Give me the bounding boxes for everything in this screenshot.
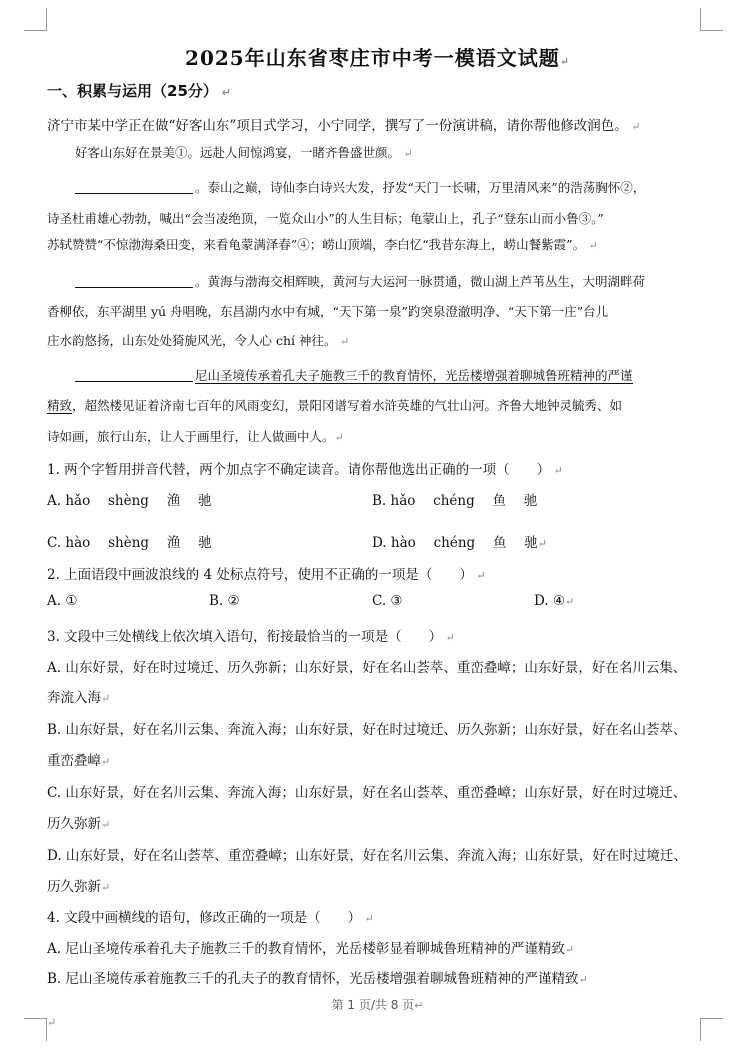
page-title: 2025年山东省枣庄市中考一模语文试题↵ (185, 46, 570, 70)
passage-line-10: 诗如画，旅行山东，让人于画里行，让人做画中人。↵ (47, 429, 344, 444)
q2-option-c: C. ③ (372, 593, 403, 609)
q3-option-b-line-1: B. 山东好景，好在名川云集、奔流入海；山东好景，好在时过境迁、历久弥新；山东好景，好在名山荟萃、 (47, 722, 687, 738)
passage-line-5: 。黄海与渤海交相辉映，黄河与大运河一脉贯通，微山湖上芦苇丛生，大明湖畔荷 (75, 272, 645, 290)
question-3-stem: 3. 文段中三处横线上依次填入语句，衔接最恰当的一项是（ ） ↵ (47, 629, 455, 645)
passage-line-6: 香柳依，东平湖里 yú 舟唱晚，东昌湖内水中有城，“天下第一泉”趵突泉澄澈明净、“天下第一庄”台儿 (47, 304, 609, 319)
passage-line-8: 尼山圣境传承着孔夫子施教三千的教育情怀，光岳楼增强着聊城鲁班精神的严谨 (75, 366, 633, 384)
fill-blank-1 (75, 179, 193, 194)
q3-option-a-line-1: A. 山东好景，好在时过境迁、历久弥新；山东好景，好在名山荟萃、重峦叠嶂；山东好景，好在名川云集、 (47, 660, 687, 676)
section-heading: 一、积累与运用（25分） ↵ (47, 82, 231, 100)
page-footer: 第 1 页/共 8 页↵ (331, 998, 424, 1012)
fill-blank-3 (75, 367, 193, 382)
question-2-stem: 2. 上面语段中画波浪线的 4 处标点符号，使用不正确的一项是（ ） ↵ (47, 567, 486, 583)
q1-option-d: D. hào chéng 鱼 驰↵ (372, 535, 547, 551)
question-4-stem: 4. 文段中画横线的语句，修改正确的一项是（ ） ↵ (47, 910, 374, 926)
q4-option-b: B. 尼山圣境传承着施教三千的孔夫子的教育情怀，光岳楼增强着聊城鲁班精神的严谨精致↵ (47, 971, 588, 987)
crop-mark-top-right (700, 8, 723, 31)
passage-line-2: 。泰山之巅，诗仙李白诗兴大发，抒发“天门一长啸，万里清风来”的浩荡胸怀②， (75, 178, 645, 196)
q3-option-b-line-2: 重峦叠嶂↵ (47, 753, 111, 769)
q1-option-a: A. hǎo shèng 渔 驰 (47, 493, 212, 509)
passage-line-1: 好客山东好在景美①。远赴人间惊鸿宴，一睹齐鲁盛世颜。 ↵ (75, 145, 413, 160)
paragraph-mark: ↵ (47, 1016, 57, 1029)
intro-paragraph: 济宁市某中学正在做“好客山东”项目式学习，小宁同学，撰写了一份演讲稿，请你帮他修改润色。 ↵ (47, 118, 641, 134)
q3-option-c-line-1: C. 山东好景，好在名川云集、奔流入海；山东好景，好在名山荟萃、重峦叠嶂；山东好景，好在时过境迁、 (47, 785, 687, 801)
q2-option-a: A. ① (47, 593, 78, 609)
q3-option-a-line-2: 奔流入海↵ (47, 690, 111, 706)
fill-blank-2 (75, 273, 193, 288)
passage-line-4: 苏轼赞赞“不惊渤海桑田变，来看龟蒙满泽春”④；崂山顶端，李白忆“我昔东海上，崂山餐紫霞”。 ↵ (47, 237, 598, 252)
crop-mark-bottom-left (24, 1018, 47, 1041)
passage-line-7: 庄水韵悠扬，山东处处猗旎风光，令人心 chí 神往。 ↵ (47, 333, 350, 348)
passage-line-3: 诗圣杜甫雄心勃勃，喊出“会当凌绝顶，一览众山小”的人生目标；龟蒙山上，孔子“登东山而小鲁③。” (47, 211, 604, 226)
question-1-stem: 1. 两个字暂用拼音代替，两个加点字不确定读音。请你帮他选出正确的一项（ ） ↵ (47, 462, 563, 478)
crop-mark-top-left (24, 8, 47, 31)
q3-option-c-line-2: 历久弥新↵ (47, 816, 111, 832)
q1-option-b: B. hǎo chéng 鱼 驰 (372, 493, 538, 509)
q1-option-c: C. hào shèng 渔 驰 (47, 535, 212, 551)
q2-option-d: D. ④↵ (534, 593, 575, 609)
q2-option-b: B. ② (209, 593, 240, 609)
q4-option-a: A. 尼山圣境传承着孔夫子施教三千的教育情怀，光岳楼彰显着聊城鲁班精神的严谨精致↵ (47, 941, 575, 957)
q3-option-d-line-2: 历久弥新↵ (47, 879, 111, 895)
passage-line-9: 精致，超然楼见证着济南七百年的风雨变幻，景阳冈谱写着水浒英雄的气壮山河。齐鲁大地钟灵毓秀、如 (47, 398, 623, 413)
crop-mark-bottom-right (700, 1018, 723, 1041)
q3-option-d-line-1: D. 山东好景，好在名山荟萃、重峦叠嶂；山东好景，好在名川云集、奔流入海；山东好景，好在时过境迁、 (47, 848, 687, 864)
